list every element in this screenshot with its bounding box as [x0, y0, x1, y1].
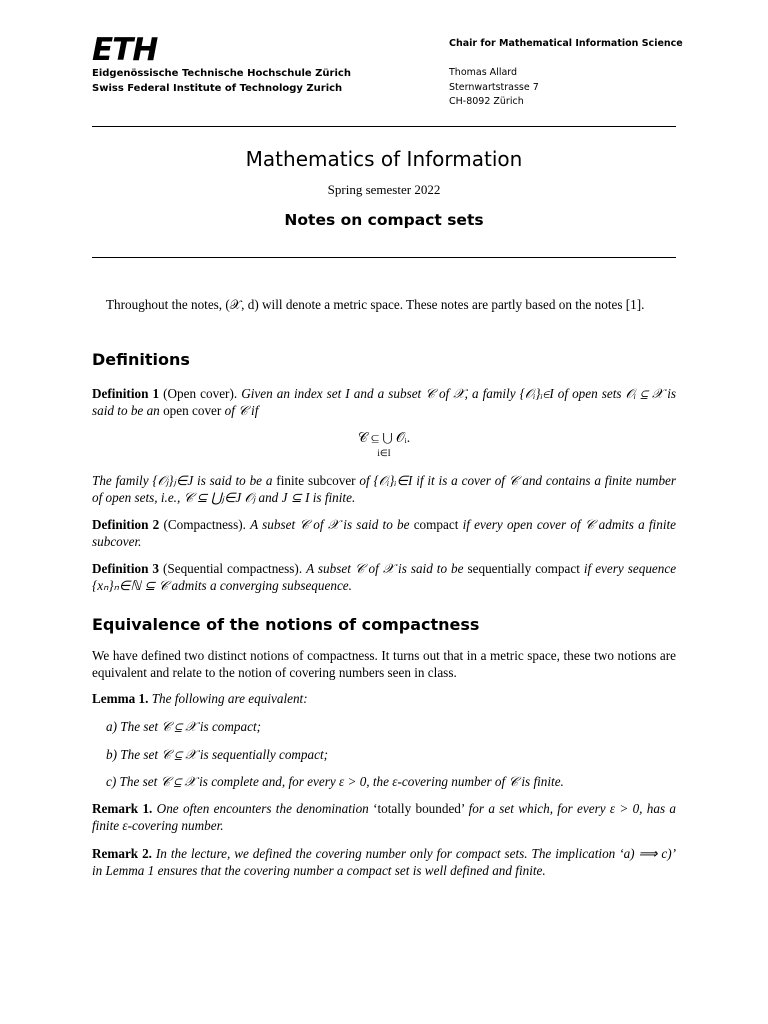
eth-logo: ETH — [92, 32, 158, 68]
definition-1-label: Definition 1 — [92, 386, 160, 401]
institution-block — [92, 67, 351, 96]
definition-1 — [92, 385, 676, 419]
definition-1-text-a: Given an index set I and a subset 𝒞 of 𝒳, a family {𝒪ᵢ}ᵢ∈I of open sets 𝒪ᵢ ⊆ 𝒳 is said to be an — [92, 386, 677, 418]
lemma-1 — [92, 690, 676, 707]
definition-3-text-b: if every sequence {xₙ}ₙ∈ℕ ⊆ 𝒞 admits a converging subsequence. — [92, 561, 677, 593]
lemma-item-b: b) The set 𝒞 ⊆ 𝒳 is sequentially compact; — [106, 747, 329, 762]
open-cover-equation — [92, 430, 676, 458]
equation-index: i∈I — [377, 448, 391, 458]
definition-2-text-a: A subset 𝒞 of 𝒳 is said to be — [250, 517, 410, 532]
address-line-name: Thomas Allard — [449, 67, 518, 78]
title-rule — [92, 257, 676, 258]
definition-1-term-2: finite subcover — [276, 473, 356, 488]
lemma-1-label: Lemma 1. — [92, 691, 149, 706]
definition-1-term: open cover — [163, 403, 222, 418]
address-line-street: Sternwartstrasse 7 — [449, 81, 539, 93]
equation-body: 𝒞 ⊆ ⋃ 𝒪ᵢ. — [357, 430, 411, 445]
definition-1-continued — [92, 472, 676, 506]
section-heading-definitions: Definitions — [92, 350, 190, 369]
institution-german: Eidgenössische Technische Hochschule Zürich — [92, 68, 351, 79]
definition-1-name: (Open cover). — [163, 386, 238, 401]
chair-name: Chair for Mathematical Information Science — [449, 38, 683, 49]
institution-english: Swiss Federal Institute of Technology Zurich — [92, 82, 343, 94]
definition-3-term: sequentially compact — [467, 561, 580, 576]
definition-2-label: Definition 2 — [92, 517, 160, 532]
document-title: Mathematics of Information — [245, 147, 523, 171]
remark-2-label: Remark 2. — [92, 846, 152, 861]
intro-paragraph: Throughout the notes, (𝒳, d) will denote a metric space. These notes are partly based on the notes [1]. — [106, 297, 645, 312]
lemma-item-a: a) The set 𝒞 ⊆ 𝒳 is compact; — [106, 719, 262, 734]
lemma-1-text: The following are equivalent: — [151, 691, 308, 706]
definition-1-text-d: of {𝒪ᵢ}ᵢ∈I if it is a cover of 𝒞 and contains a finite number of open sets, i.e., 𝒞 ⊆ ⋃ⱼ∈J 𝒪ⱼ and J ⊆ I is finite. — [92, 473, 677, 505]
definition-2-name: (Compactness). — [163, 517, 246, 532]
document-subtitle: Notes on compact sets — [284, 211, 484, 229]
remark-1-text-b: for a set which, for every ε > 0, has a finite ε-covering number. — [92, 801, 677, 833]
definition-3 — [92, 560, 676, 594]
remark-1-term: ‘totally bounded’ — [373, 801, 465, 816]
definition-3-text-a: A subset 𝒞 of 𝒳 is said to be — [306, 561, 464, 576]
semester: Spring semester 2022 — [327, 182, 441, 197]
remark-1-label: Remark 1. — [92, 801, 153, 816]
definition-3-label: Definition 3 — [92, 561, 159, 576]
definition-3-name: (Sequential compactness). — [163, 561, 303, 576]
remark-2-text: In the lecture, we defined the covering number only for compact sets. The implication ‘a) ⟹ c)’ in Lemma 1 ensures that the covering number a compact set is well defined and finite. — [92, 846, 676, 878]
top-rule — [92, 126, 676, 127]
definition-1-text-b: of 𝒞 if — [224, 403, 259, 418]
definition-2-term: compact — [413, 517, 459, 532]
lemma-item-c: c) The set 𝒞 ⊆ 𝒳 is complete and, for every ε > 0, the ε-covering number of 𝒞 is finite. — [106, 774, 564, 789]
section-heading-equivalence: Equivalence of the notions of compactness — [92, 615, 480, 634]
remark-2 — [92, 845, 676, 879]
remark-1-text-a: One often encounters the denomination — [156, 801, 369, 816]
remark-1 — [92, 800, 676, 834]
equivalence-intro: We have defined two distinct notions of compactness. It turns out that in a metric space, these two notions are equivalent and relate to the notion of covering numbers seen in class. — [92, 648, 676, 680]
definition-1-text-c: The family {𝒪ⱼ}ⱼ∈J is said to be a — [92, 473, 273, 488]
definition-2 — [92, 516, 676, 550]
address-line-city: CH-8092 Zürich — [449, 96, 524, 107]
address-block — [449, 66, 539, 110]
definition-2-text-b: if every open cover of 𝒞 admits a finite subcover. — [92, 517, 676, 549]
